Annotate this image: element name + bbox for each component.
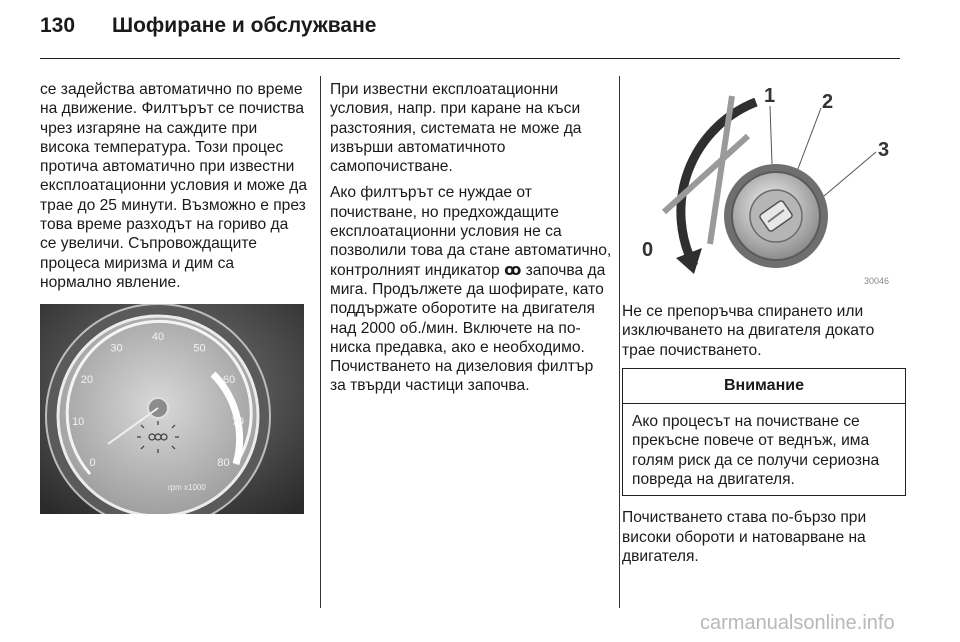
gauge-tick-label: 70 bbox=[231, 416, 244, 429]
column-1 bbox=[40, 80, 308, 299]
position-label-2: 2 bbox=[822, 91, 834, 113]
col2-paragraph-2-end: започва да мига. Продължете да шофирате, като поддържате оборотите на двигателя над 2000 об./мин. Включете на по-ниска предавка, ако е необходимо. Почистването на дизеловия филтър за твърди частици започва. bbox=[330, 261, 606, 395]
dpf-indicator-glyph-icon: ꝏ bbox=[504, 260, 522, 279]
page-title: Шофиране и обслужване bbox=[112, 14, 377, 37]
gauge-tick-label: 60 bbox=[222, 374, 236, 387]
col3-paragraph-2: Почистването става по-бързо при високи обороти и натоварване на двигателя. bbox=[622, 509, 867, 565]
position-label-3: 3 bbox=[878, 139, 890, 161]
column-3 bbox=[622, 302, 906, 573]
gauge-tick-label: 10 bbox=[72, 416, 85, 429]
col2-paragraph-2 bbox=[330, 183, 612, 395]
ignition-switch-figure bbox=[636, 76, 904, 288]
col1-paragraph: се задейства автоматично по време на движение. Филтърът се почиства чрез изгаряне на саждите при висока температура. Този процес протича автоматично при известни експлоатационни условия и може да трае до 25 минути. Възможно е през това време разходът на гориво да се увеличи. Съпровождащите процеса миризма и дим са нормално явление. bbox=[40, 81, 308, 291]
position-label-1: 1 bbox=[764, 85, 776, 107]
gauge-tick-label: 30 bbox=[110, 342, 123, 355]
warning-body: Ако процесът на почистване се прекъсне повече от веднъж, има голям риск да се получи сериозна повреда на двигателя. bbox=[632, 413, 880, 489]
watermark: carmanualsonline.info bbox=[700, 612, 895, 634]
column-divider-1 bbox=[320, 76, 321, 608]
gauge-tick-label: 50 bbox=[193, 342, 206, 355]
gauge-tick-label: 40 bbox=[151, 331, 165, 343]
tachometer-figure bbox=[40, 304, 304, 514]
header-rule bbox=[40, 58, 900, 59]
gauge-tick-label: 0 bbox=[89, 456, 96, 469]
page-number: 130 bbox=[40, 14, 76, 37]
col2-paragraph-2-start: Ако филтърът се нуждае от почистване, но предхождащите експлоатационни условия не са позволили това да стане автоматично, контролният индикатор bbox=[330, 184, 612, 279]
gauge-tick-label: 20 bbox=[80, 374, 94, 387]
column-divider-2 bbox=[619, 76, 620, 608]
page-header bbox=[40, 14, 376, 38]
gauge-units: rpm x1000 bbox=[168, 483, 206, 492]
position-label-0: 0 bbox=[642, 239, 654, 261]
warning-box bbox=[622, 368, 906, 496]
gauge-tick-label: 80 bbox=[217, 456, 230, 469]
column-2 bbox=[330, 80, 612, 403]
figure-code: 30046 bbox=[864, 276, 890, 286]
warning-title: Внимание bbox=[623, 369, 905, 404]
col3-paragraph-1: Не се препоръчва спирането или изключването на двигателя докато трае почистването. bbox=[622, 303, 875, 359]
col2-paragraph-1: При известни експлоатационни условия, напр. при каране на къси разстояния, системата не може да извърши автоматичното самопочистване. bbox=[330, 81, 582, 176]
